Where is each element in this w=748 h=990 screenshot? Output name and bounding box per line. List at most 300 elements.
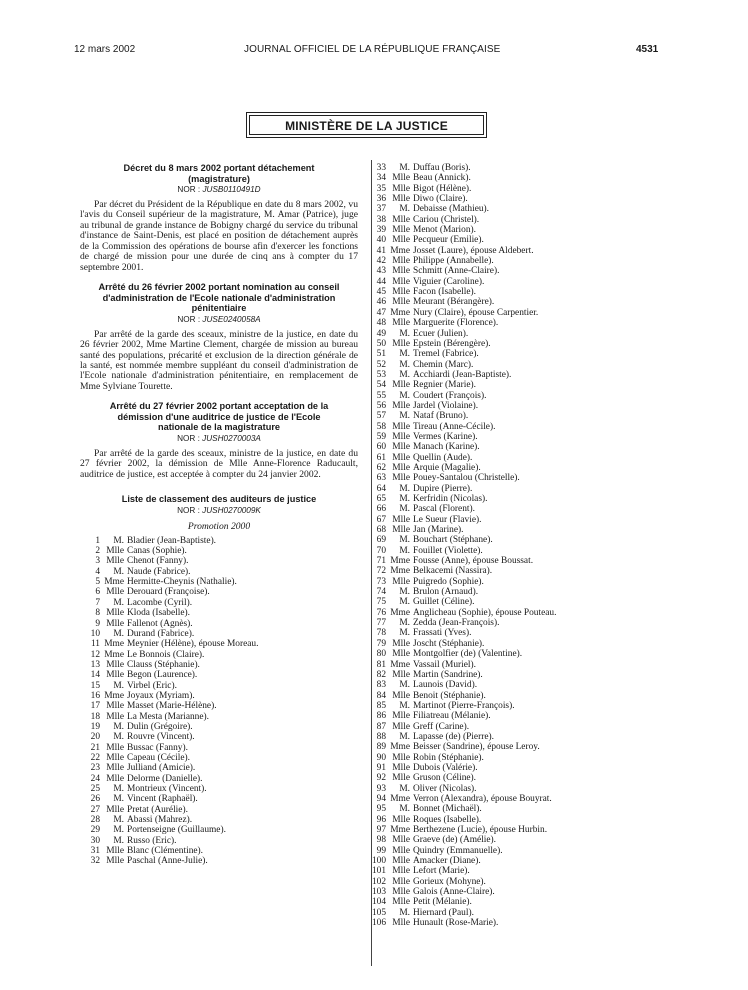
ranking-entry bbox=[366, 494, 666, 504]
ranking-entry bbox=[366, 897, 666, 907]
person-name: Graeve (de) (Amélie). bbox=[413, 835, 497, 846]
person-name: Gorieux (Mohyne). bbox=[413, 876, 486, 887]
rank-number: 76 bbox=[376, 607, 386, 618]
civility-title: M. bbox=[113, 566, 124, 577]
civility-title: Mlle bbox=[392, 452, 410, 463]
rank-number: 84 bbox=[376, 690, 386, 701]
ranking-entry bbox=[366, 887, 666, 897]
person-name: Arquie (Magalie). bbox=[413, 462, 481, 473]
section-title-line: Liste de classement des auditeurs de justice bbox=[121, 494, 317, 505]
ranking-entry bbox=[80, 856, 358, 866]
ranking-entry bbox=[80, 784, 358, 794]
nor-code: JUSB0110491D bbox=[202, 185, 261, 194]
person-name: Montrieux (Vincent). bbox=[127, 784, 207, 794]
civility-title: Mlle bbox=[392, 173, 410, 184]
person-name: Abassi (Mahrez). bbox=[127, 815, 193, 826]
section-body: Par décret du Président de la République en date du 8 mars 2002, vu l'avis du Conseil supérieur de la magistrature, M. Amar (Patrice), juge au tribunal de grande instance de Bobigny chargé du service du tribunal d'instance de Saint-Denis, est placé en position de détachement auprès de la Commission des opérations de bourse afin d'exercer les fonctions de chargé de mission pour une durée de cinq ans à compter du 17 septembre 2001. bbox=[80, 199, 358, 273]
person-name: Meurant (Bérangère). bbox=[413, 297, 495, 308]
civility-title: M. bbox=[113, 815, 124, 826]
person-name: Gruson (Céline). bbox=[413, 773, 477, 784]
nor-reference bbox=[80, 184, 358, 196]
header-date: 12 mars 2002 bbox=[74, 44, 136, 55]
ranking-entry bbox=[366, 846, 666, 856]
ranking-entry bbox=[366, 608, 666, 618]
person-name: Naude (Fabrice). bbox=[127, 566, 191, 577]
rank-number: 15 bbox=[90, 680, 100, 691]
rank-number: 48 bbox=[376, 318, 386, 329]
section-title-line: pénitentiaire bbox=[191, 303, 247, 314]
section-arrete-nomination bbox=[80, 282, 358, 392]
ranking-entry bbox=[366, 763, 666, 773]
civility-title: M. bbox=[113, 794, 124, 805]
ranking-entry bbox=[366, 163, 666, 173]
person-name: Paschal (Anne-Julie). bbox=[127, 856, 208, 867]
civility-title: Mme bbox=[104, 649, 124, 660]
person-name: Dulin (Grégoire). bbox=[127, 721, 193, 732]
ranking-entry bbox=[366, 246, 666, 256]
ranking-entry bbox=[366, 339, 666, 349]
rank-number: 12 bbox=[90, 649, 100, 660]
rank-number: 93 bbox=[376, 783, 386, 794]
civility-title: Mlle bbox=[392, 225, 410, 236]
right-column bbox=[366, 163, 666, 928]
person-name: Le Sueur (Flavie). bbox=[413, 514, 482, 525]
person-name: Marguerite (Florence). bbox=[413, 318, 499, 329]
rank-number: 95 bbox=[376, 804, 386, 815]
civility-title: M. bbox=[399, 349, 410, 360]
header-page-number: 4531 bbox=[636, 44, 659, 55]
ranking-entry bbox=[80, 619, 358, 629]
civility-title: M. bbox=[399, 163, 410, 173]
civility-title: Mlle bbox=[392, 276, 410, 287]
ranking-entry bbox=[366, 804, 666, 814]
section-title bbox=[80, 494, 358, 505]
rank-number: 37 bbox=[376, 204, 386, 215]
rank-number: 79 bbox=[376, 638, 386, 649]
ranking-entry bbox=[366, 349, 666, 359]
rank-number: 1 bbox=[95, 535, 100, 546]
ranking-entry bbox=[366, 215, 666, 225]
rank-number: 82 bbox=[376, 669, 386, 680]
ranking-entry bbox=[80, 608, 358, 618]
section-decret-detachement bbox=[80, 163, 358, 273]
person-name: Joscht (Stéphanie). bbox=[413, 638, 485, 649]
person-name: Kerfridin (Nicolas). bbox=[413, 494, 488, 504]
civility-title: Mlle bbox=[392, 235, 410, 246]
person-name: Derouard (Françoise). bbox=[127, 587, 210, 598]
ranking-entry bbox=[366, 825, 666, 835]
civility-title: M. bbox=[399, 494, 410, 504]
section-body: Par arrêté de la garde des sceaux, ministre de la justice, en date du 26 février 2002, Mme Martine Clement, chargée de mission au bureau santé des populations, précarité et exclusion de la direction générale de la santé, est nommée membre suppléant du conseil d'administration de l'Ecole nationale d'administration pénitentiaire, en remplacement de Mme Sylviane Tourette. bbox=[80, 328, 358, 392]
ranking-entry bbox=[366, 266, 666, 276]
person-name: Frassati (Yves). bbox=[413, 628, 472, 639]
ranking-entry bbox=[366, 856, 666, 866]
rank-number: 103 bbox=[371, 887, 386, 898]
ranking-entry bbox=[366, 556, 666, 566]
civility-title: Mme bbox=[104, 639, 124, 650]
person-name: Quellin (Aude). bbox=[413, 452, 473, 463]
civility-title: Mlle bbox=[106, 773, 124, 784]
rank-number: 65 bbox=[376, 494, 386, 504]
civility-title: Mlle bbox=[392, 669, 410, 680]
civility-title: Mlle bbox=[392, 256, 410, 267]
person-name: Fouillet (Violette). bbox=[413, 545, 483, 556]
person-name: Tremel (Fabrice). bbox=[413, 349, 479, 360]
rank-number: 62 bbox=[376, 462, 386, 473]
ranking-entry bbox=[366, 566, 666, 576]
civility-title: M. bbox=[399, 369, 410, 380]
ranking-entry bbox=[80, 670, 358, 680]
person-name: Julliand (Amicie). bbox=[127, 763, 196, 774]
person-name: Brulon (Arnaud). bbox=[413, 587, 479, 598]
civility-title: Mlle bbox=[106, 846, 124, 857]
civility-title: Mlle bbox=[392, 473, 410, 484]
ranking-list-part-1 bbox=[80, 536, 358, 867]
rank-number: 52 bbox=[376, 359, 386, 370]
ranking-entry bbox=[366, 680, 666, 690]
civility-title: Mlle bbox=[392, 876, 410, 887]
person-name: Pretat (Aurélie). bbox=[127, 804, 188, 815]
person-name: Schmitt (Anne-Claire). bbox=[413, 266, 500, 277]
nor-label: NOR : bbox=[177, 505, 200, 515]
rank-number: 88 bbox=[376, 731, 386, 742]
person-name: Delorme (Danielle). bbox=[127, 773, 203, 784]
civility-title: Mlle bbox=[392, 897, 410, 908]
person-name: Martin (Sandrine). bbox=[413, 669, 483, 680]
ranking-entry bbox=[366, 411, 666, 421]
civility-title: Mlle bbox=[106, 763, 124, 774]
person-name: Galois (Anne-Claire). bbox=[413, 887, 495, 898]
person-name: Pouey-Santalou (Christelle). bbox=[413, 473, 520, 484]
rank-number: 69 bbox=[376, 535, 386, 546]
ranking-entry bbox=[80, 815, 358, 825]
ranking-entry bbox=[366, 835, 666, 845]
rank-number: 71 bbox=[376, 556, 386, 567]
ranking-entry bbox=[366, 401, 666, 411]
person-name: Fousse (Anne), épouse Boussat. bbox=[413, 556, 534, 567]
civility-title: Mlle bbox=[392, 814, 410, 825]
person-name: Berthezene (Lucie), épouse Hurbin. bbox=[413, 825, 548, 835]
rank-number: 26 bbox=[90, 794, 100, 805]
rank-number: 102 bbox=[371, 876, 386, 887]
rank-number: 36 bbox=[376, 194, 386, 205]
civility-title: M. bbox=[399, 359, 410, 370]
ranking-entry bbox=[80, 701, 358, 711]
rank-number: 101 bbox=[371, 866, 386, 877]
civility-title: M. bbox=[113, 680, 124, 691]
person-name: Beau (Annick). bbox=[413, 173, 471, 184]
rank-number: 63 bbox=[376, 473, 386, 484]
person-name: Meynier (Hélène), épouse Moreau. bbox=[127, 639, 259, 650]
rank-number: 89 bbox=[376, 742, 386, 753]
rank-number: 100 bbox=[371, 856, 386, 867]
rank-number: 66 bbox=[376, 504, 386, 515]
ranking-entry bbox=[366, 577, 666, 587]
civility-title: Mme bbox=[390, 245, 410, 256]
rank-number: 67 bbox=[376, 514, 386, 525]
rank-number: 28 bbox=[90, 815, 100, 826]
rank-number: 47 bbox=[376, 307, 386, 318]
section-title-line: Arrêté du 27 février 2002 portant acceptation de la bbox=[109, 401, 329, 412]
person-name: Ecuer (Julien). bbox=[413, 328, 469, 339]
person-name: Lefort (Marie). bbox=[413, 866, 470, 877]
rank-number: 59 bbox=[376, 431, 386, 442]
civility-title: Mlle bbox=[106, 546, 124, 557]
rank-number: 68 bbox=[376, 525, 386, 536]
header-journal-title: JOURNAL OFFICIEL DE LA RÉPUBLIQUE FRANÇAISE bbox=[244, 44, 501, 55]
civility-title: Mme bbox=[390, 825, 410, 835]
civility-title: M. bbox=[399, 504, 410, 515]
ranking-entry bbox=[366, 639, 666, 649]
rank-number: 78 bbox=[376, 628, 386, 639]
rank-number: 83 bbox=[376, 680, 386, 691]
civility-title: M. bbox=[113, 825, 124, 836]
civility-title: Mme bbox=[390, 793, 410, 804]
civility-title: Mlle bbox=[106, 556, 124, 567]
civility-title: M. bbox=[399, 535, 410, 546]
person-name: Filiatreau (Mélanie). bbox=[413, 711, 491, 722]
rank-number: 56 bbox=[376, 400, 386, 411]
person-name: Vermes (Karine). bbox=[413, 431, 478, 442]
rank-number: 90 bbox=[376, 752, 386, 763]
person-name: Bonnet (Michaël). bbox=[413, 804, 482, 815]
person-name: Masset (Marie-Hélène). bbox=[127, 701, 217, 712]
civility-title: Mlle bbox=[106, 856, 124, 867]
rank-number: 18 bbox=[90, 711, 100, 722]
civility-title: M. bbox=[399, 731, 410, 742]
person-name: Capeau (Cécile). bbox=[127, 752, 190, 763]
person-name: Benoit (Stéphanie). bbox=[413, 690, 486, 701]
rank-number: 104 bbox=[371, 897, 386, 908]
ranking-entry bbox=[366, 277, 666, 287]
person-name: Bussac (Fanny). bbox=[127, 742, 188, 753]
rank-number: 11 bbox=[90, 639, 100, 650]
person-name: Blanc (Clémentine). bbox=[127, 846, 204, 857]
ranking-entry bbox=[366, 453, 666, 463]
rank-number: 10 bbox=[90, 628, 100, 639]
rank-number: 4 bbox=[95, 566, 100, 577]
ranking-entry bbox=[80, 567, 358, 577]
civility-title: Mlle bbox=[392, 462, 410, 473]
person-name: Verron (Alexandra), épouse Bouyrat. bbox=[413, 793, 552, 804]
ranking-entry bbox=[366, 815, 666, 825]
rank-number: 99 bbox=[376, 845, 386, 856]
ranking-entry bbox=[366, 504, 666, 514]
person-name: Lapasse (de) (Pierre). bbox=[413, 731, 494, 742]
ranking-entry bbox=[80, 536, 358, 546]
person-name: Zedda (Jean-François). bbox=[413, 618, 500, 629]
rank-number: 86 bbox=[376, 711, 386, 722]
nor-code: JUSE0240058A bbox=[202, 314, 261, 324]
civility-title: M. bbox=[399, 545, 410, 556]
civility-title: Mlle bbox=[392, 183, 410, 194]
civility-title: M. bbox=[399, 700, 410, 711]
rank-number: 57 bbox=[376, 411, 386, 422]
person-name: Pecqueur (Emilie). bbox=[413, 235, 484, 246]
civility-title: Mlle bbox=[392, 287, 410, 298]
rank-number: 72 bbox=[376, 566, 386, 577]
person-name: Virbel (Eric). bbox=[127, 680, 177, 691]
person-name: Nury (Claire), épouse Carpentier. bbox=[413, 307, 539, 318]
rank-number: 49 bbox=[376, 328, 386, 339]
ranking-entry bbox=[80, 681, 358, 691]
civility-title: M. bbox=[399, 390, 410, 401]
civility-title: M. bbox=[399, 587, 410, 598]
civility-title: Mlle bbox=[106, 804, 124, 815]
civility-title: Mlle bbox=[392, 856, 410, 867]
civility-title: Mlle bbox=[392, 338, 410, 349]
ranking-entry bbox=[366, 784, 666, 794]
ranking-entry bbox=[366, 360, 666, 370]
person-name: Fallenot (Agnès). bbox=[127, 618, 193, 629]
civility-title: Mlle bbox=[392, 649, 410, 660]
civility-title: M. bbox=[399, 628, 410, 639]
rank-number: 40 bbox=[376, 235, 386, 246]
person-name: Portenseigne (Guillaume). bbox=[127, 825, 226, 836]
person-name: Debaisse (Mathieu). bbox=[413, 204, 490, 215]
person-name: Duffau (Boris). bbox=[413, 163, 471, 173]
rank-number: 34 bbox=[376, 173, 386, 184]
civility-title: Mlle bbox=[392, 400, 410, 411]
civility-title: Mlle bbox=[392, 297, 410, 308]
ranking-entry bbox=[80, 763, 358, 773]
ranking-entry bbox=[80, 732, 358, 742]
ranking-entry bbox=[80, 577, 358, 587]
ranking-entry bbox=[366, 256, 666, 266]
ranking-entry bbox=[80, 691, 358, 701]
ranking-entry bbox=[366, 380, 666, 390]
person-name: Bouchart (Stéphane). bbox=[413, 535, 493, 546]
person-name: Facon (Isabelle). bbox=[413, 287, 476, 298]
ranking-entry bbox=[80, 587, 358, 597]
person-name: Clauss (Stéphanie). bbox=[127, 659, 200, 670]
rank-number: 24 bbox=[90, 773, 100, 784]
civility-title: M. bbox=[399, 680, 410, 691]
person-name: Viguier (Caroline). bbox=[413, 276, 485, 287]
person-name: Belkacemi (Nassira). bbox=[413, 566, 493, 577]
rank-number: 46 bbox=[376, 297, 386, 308]
section-title bbox=[80, 163, 358, 184]
person-name: Pascal (Florent). bbox=[413, 504, 475, 515]
ranking-entry bbox=[366, 587, 666, 597]
civility-title: Mlle bbox=[106, 618, 124, 629]
ranking-entry bbox=[80, 753, 358, 763]
ministry-heading-box bbox=[246, 112, 487, 138]
ranking-entry bbox=[366, 432, 666, 442]
civility-title: Mlle bbox=[392, 431, 410, 442]
ranking-entry bbox=[366, 473, 666, 483]
civility-title: Mlle bbox=[392, 887, 410, 898]
rank-number: 27 bbox=[90, 804, 100, 815]
nor-label: NOR : bbox=[177, 433, 200, 443]
civility-title: Mme bbox=[390, 556, 410, 567]
person-name: Begon (Laurence). bbox=[127, 670, 198, 681]
person-name: Martinot (Pierre-François). bbox=[413, 700, 515, 711]
nor-label: NOR : bbox=[177, 314, 201, 324]
rank-number: 92 bbox=[376, 773, 386, 784]
person-name: Amacker (Diane). bbox=[413, 856, 481, 867]
person-name: Manach (Karine). bbox=[413, 442, 480, 453]
civility-title: Mlle bbox=[392, 514, 410, 525]
person-name: Hunault (Rose-Marie). bbox=[413, 918, 499, 929]
civility-title: Mlle bbox=[106, 659, 124, 670]
civility-title: M. bbox=[113, 835, 124, 846]
person-name: Montgolfier (de) (Valentine). bbox=[413, 649, 523, 660]
person-name: Kloda (Isabelle). bbox=[127, 608, 190, 619]
civility-title: M. bbox=[399, 597, 410, 608]
section-title-line: démission d'une auditrice de justice de l'Ecole bbox=[117, 411, 321, 422]
ranking-entry bbox=[366, 318, 666, 328]
civility-title: M. bbox=[399, 907, 410, 918]
civility-title: Mme bbox=[390, 742, 410, 753]
ranking-entry bbox=[366, 597, 666, 607]
civility-title: M. bbox=[113, 628, 124, 639]
rank-number: 96 bbox=[376, 814, 386, 825]
rank-number: 3 bbox=[95, 556, 100, 567]
civility-title: Mlle bbox=[392, 266, 410, 277]
section-title bbox=[80, 401, 358, 433]
civility-title: Mlle bbox=[392, 752, 410, 763]
rank-number: 29 bbox=[90, 825, 100, 836]
ranking-entry bbox=[80, 805, 358, 815]
section-title-line: Arrêté du 26 février 2002 portant nomination au conseil bbox=[98, 282, 340, 293]
person-name: Durand (Fabrice). bbox=[127, 628, 195, 639]
nor-code: JUSH0270009K bbox=[202, 505, 261, 515]
rank-number: 9 bbox=[95, 618, 100, 629]
ranking-entry bbox=[80, 836, 358, 846]
ranking-entry bbox=[366, 204, 666, 214]
rank-number: 7 bbox=[95, 597, 100, 608]
rank-number: 20 bbox=[90, 732, 100, 743]
ranking-entry bbox=[80, 743, 358, 753]
ranking-entry bbox=[366, 753, 666, 763]
rank-number: 39 bbox=[376, 225, 386, 236]
section-liste-classement bbox=[80, 494, 358, 867]
civility-title: M. bbox=[113, 535, 124, 546]
civility-title: Mlle bbox=[392, 576, 410, 587]
nor-label: NOR : bbox=[177, 185, 201, 194]
ranking-entry bbox=[366, 391, 666, 401]
promotion-heading: Promotion 2000 bbox=[187, 520, 251, 532]
civility-title: Mlle bbox=[392, 525, 410, 536]
civility-title: Mlle bbox=[106, 670, 124, 681]
person-name: Regnier (Marie). bbox=[413, 380, 476, 391]
rank-number: 64 bbox=[376, 483, 386, 494]
person-name: Quindry (Emmanuelle). bbox=[413, 845, 503, 856]
civility-title: Mlle bbox=[392, 762, 410, 773]
rank-number: 38 bbox=[376, 214, 386, 225]
rank-number: 77 bbox=[376, 618, 386, 629]
civility-title: Mlle bbox=[392, 421, 410, 432]
rank-number: 74 bbox=[376, 587, 386, 598]
rank-number: 73 bbox=[376, 576, 386, 587]
ranking-entry bbox=[366, 877, 666, 887]
ranking-entry bbox=[80, 650, 358, 660]
rank-number: 91 bbox=[376, 762, 386, 773]
ministry-title: MINISTÈRE DE LA JUSTICE bbox=[285, 119, 448, 133]
civility-title: Mlle bbox=[392, 721, 410, 732]
rank-number: 25 bbox=[90, 784, 100, 794]
ranking-entry bbox=[366, 722, 666, 732]
ranking-entry bbox=[366, 649, 666, 659]
left-column bbox=[80, 163, 358, 867]
person-name: Petit (Mélanie). bbox=[413, 897, 472, 908]
rank-number: 60 bbox=[376, 442, 386, 453]
civility-title: M. bbox=[113, 721, 124, 732]
nor-reference bbox=[80, 433, 358, 445]
nor-reference bbox=[80, 505, 358, 517]
ranking-entry bbox=[366, 660, 666, 670]
